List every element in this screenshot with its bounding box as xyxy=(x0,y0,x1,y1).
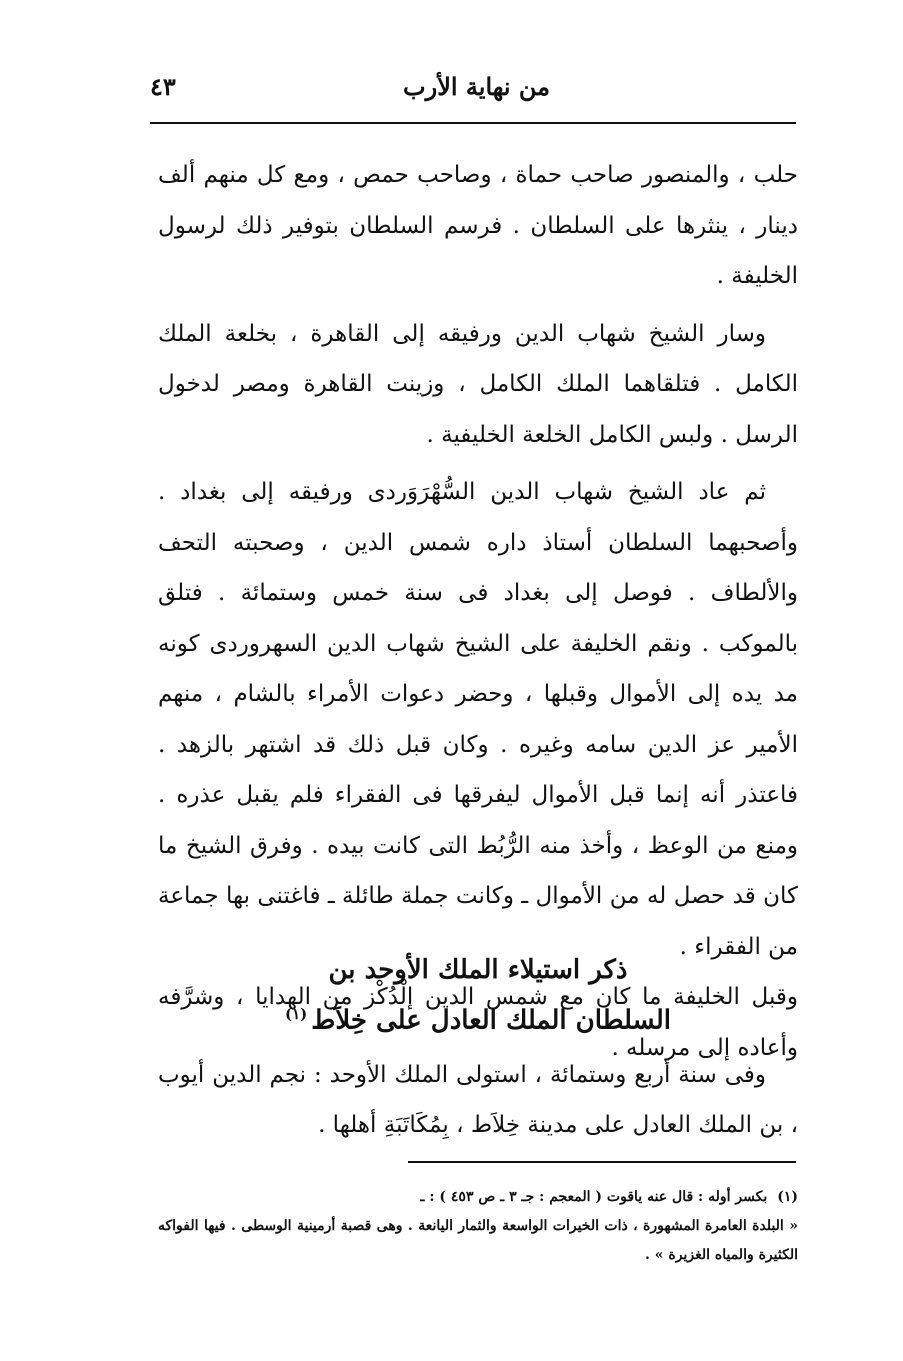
footnote-number: (١) xyxy=(777,1189,798,1205)
page-number: ٤٣ xyxy=(150,72,176,101)
paragraph: وفى سنة أربع وستمائة ، استولى الملك الأوحد : نجم الدين أيوب ، بن الملك العادل على مدينة خِلاَط ، بِمُكَاتَبَةِ أهلها . xyxy=(158,1062,798,1138)
paragraph-gap xyxy=(158,302,798,309)
footnote-line xyxy=(158,1183,798,1212)
heading-line-2 xyxy=(158,992,798,1043)
heading-line-2-text: السلطان الملك العادل على خِلاَط xyxy=(311,1005,671,1036)
paragraph: وقبل الخليفة ما كان مع شمس الدين إلْدُكْز من الهدايا ، وشرَّفه وأعاده إلى مرسله . xyxy=(158,984,798,1061)
main-text xyxy=(158,150,798,1073)
section-heading xyxy=(158,948,798,1043)
paragraph: وسار الشيخ شهاب الدين ورفيقه إلى القاهرة ، بخلعة الملك الكامل . فتلقاهما الملك الكامل ، وزينت القاهرة ومصر لدخول الرسل . ولبس الكامل الخلعة الخليفية . xyxy=(158,320,798,448)
footnote-text-1: بكسر أوله : قال عنه ياقوت ( المعجم : جـ ٣ ـ ص ٤٥٣ ) : ـ xyxy=(420,1189,768,1205)
heading-line-1: ذكر استيلاء الملك الأوحد بن xyxy=(328,955,628,985)
footnote-reference: (١) xyxy=(285,1005,308,1023)
header-rule xyxy=(150,122,796,124)
section-text xyxy=(158,1050,798,1150)
paragraph: ثم عاد الشيخ شهاب الدين السُّهْرَوَردى ورفيقه إلى بغداد . وأصحبهما السلطان أستاذ داره شمس الدين ، وصحبته التحف والألطاف . فوصل إلى بغداد فى سنة خمس وستمائة . فتلق بالموكب . ونقم الخليفة على الشيخ شهاب الدين السهروردى كونه مد يده إلى الأموال وقبلها ، وحضر دعوات الأمراء بالشام ، منهم الأمير عز الدين سامه وغيره . وكان قبل ذلك قد اشتهر بالزهد . فاعتذر أنه إنما قبل الأموال ليفرقها فى الفقراء فلم يقبل عذره . ومنع من الوعظ ، وأخذ منه الرُّبُط التى كانت بيده . وفرق الشيخ ما كان قد حصل له من الأموال ـ وكانت جملة طائلة ـ فاغتنى بها جماعة من الفقراء . xyxy=(158,479,798,960)
footnote-text-2: « البلدة العامرة المشهورة ، ذات الخيرات الواسعة والثمار اليانعة . وهى قصبة أرمينية الوسطى . فيها الفواكه الكثيرة والمياه الغزيرة » . xyxy=(158,1218,798,1263)
footnotes xyxy=(158,1183,798,1270)
page-header xyxy=(150,72,800,112)
paragraph: حلب ، والمنصور صاحب حماة ، وصاحب حمص ، ومع كل منهم ألف دينار ، ينثرها على السلطان . فرسم السلطان بتوفير ذلك لرسول الخليفة . xyxy=(158,162,798,289)
footnote-rule xyxy=(408,1161,796,1163)
running-title: من نهاية الأرب xyxy=(403,72,550,101)
paragraph-gap xyxy=(158,460,798,467)
